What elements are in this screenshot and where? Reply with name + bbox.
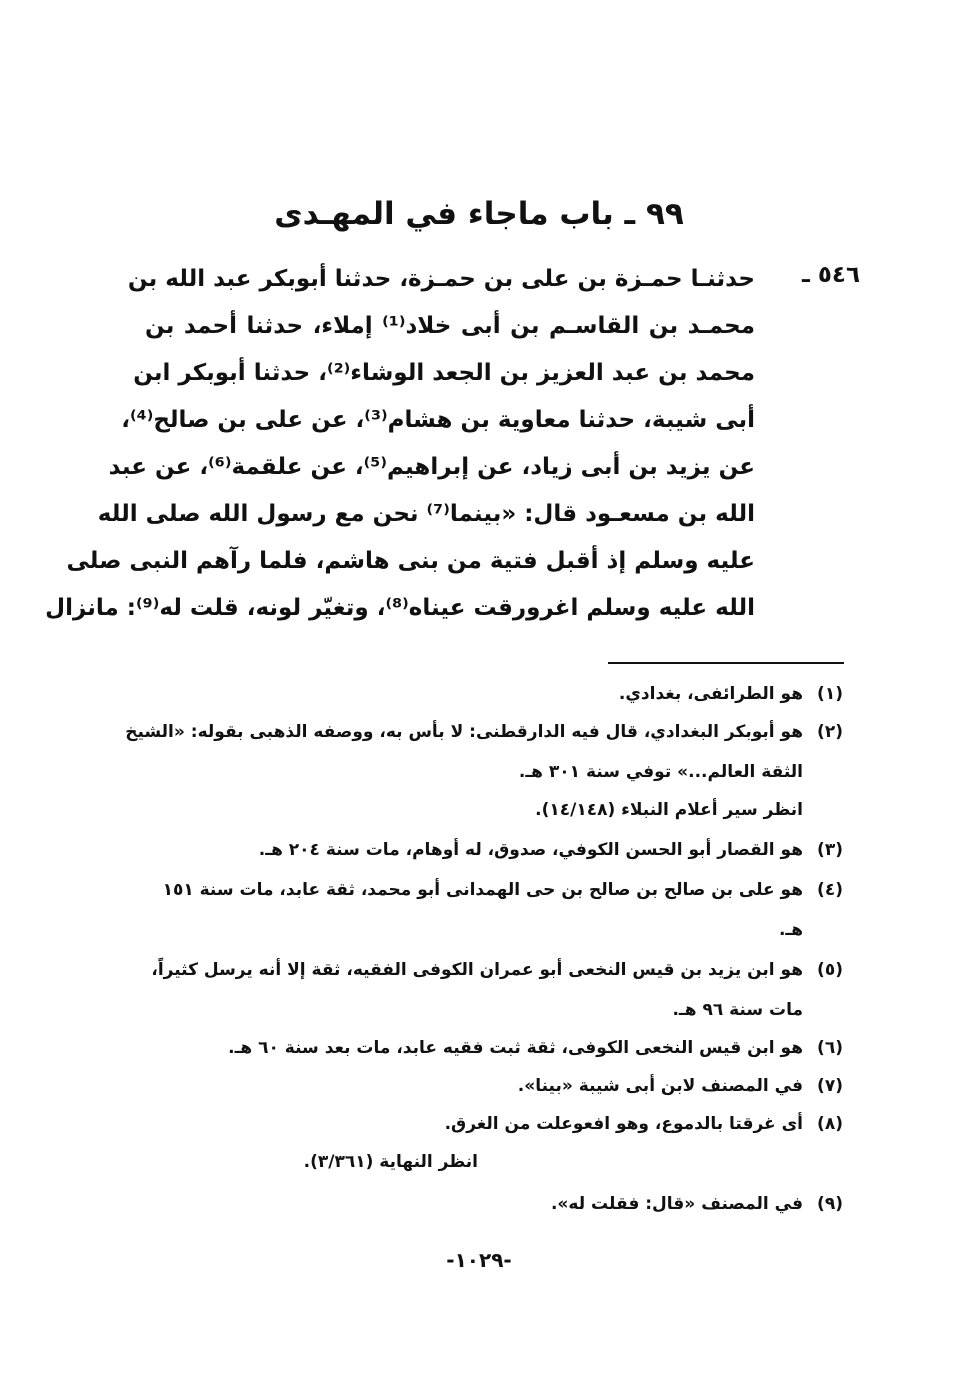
hadith-line: عن يزيد بن أبى زياد، عن إبراهيم⁽⁵⁾، عن علقمة⁽⁶⁾، عن عبد [108, 454, 755, 480]
footnote-number: (٢) [817, 722, 843, 742]
hadith-number: ٥٤٦ ـ [802, 262, 860, 288]
hadith-line: حدثنـا حمـزة بن على بن حمـزة، حدثنا أبوبكر عبد الله بن [127, 266, 755, 292]
hadith-line: الله بن مسعـود قال: «بينما⁽⁷⁾ نحن مع رسول الله صلى الله [97, 501, 755, 527]
footnote-6 [123, 1030, 843, 1067]
footnote-number: (٧) [817, 1076, 843, 1096]
footnote-7 [123, 1068, 843, 1105]
footnote-text: هو ابن قيس النخعى الكوفى، ثقة ثبت فقيه عابد، مات بعد سنة ٦٠ هـ. [228, 1038, 803, 1058]
footnote-text: هو الطرائفى، بغدادي. [618, 684, 803, 704]
footnote-number: (٣) [817, 840, 843, 860]
footnote-1 [123, 676, 843, 713]
footnote-text: في المصنف «قال: فقلت له». [550, 1194, 803, 1214]
footnote-4 [123, 872, 843, 909]
hadith-line: الله عليه وسلم اغرورقت عيناه⁽⁸⁾، وتغيّر لونه، قلت له⁽⁹⁾: مانزال [45, 595, 755, 621]
page-number: -١٠٢٩- [446, 1248, 512, 1272]
footnote-text: هو أبوبكر البغدادي، قال فيه الدارقطنى: لا بأس به، ووصفه الذهبى بقوله: «الشيخ [125, 722, 803, 742]
hadith-text [45, 256, 755, 632]
footnote-2-continuation: الثقة العالم...» توفي سنة ٣٠١ هـ. [518, 762, 803, 782]
hadith-line: عليه وسلم إذ أقبل فتية من بنى هاشم، فلما رآهم النبى صلى [66, 548, 755, 574]
footnote-text: هو ابن يزيد بن قيس النخعى أبو عمران الكوفى الفقيه، ثقة إلا أنه يرسل كثيراً، [151, 960, 803, 980]
footnote-number: (٤) [817, 880, 843, 900]
footnote-number: (٥) [817, 960, 843, 980]
footnote-5 [123, 952, 843, 989]
footnote-2 [123, 714, 843, 751]
footnote-text: هو القصار أبو الحسن الكوفي، صدوق، له أوهام، مات سنة ٢٠٤ هـ. [258, 840, 803, 860]
footnote-separator [608, 662, 844, 664]
footnote-4-continuation: هـ. [778, 920, 803, 940]
footnote-text: في المصنف لابن أبى شيبة «بينا». [517, 1076, 803, 1096]
nihaya-reference: انظر النهاية (٣/٣٦١). [303, 1152, 478, 1172]
footnote-8 [123, 1106, 843, 1143]
hadith-line: محمـد بن القاسـم بن أبى خلاد⁽¹⁾ إملاء، حدثنا أحمد بن [145, 313, 755, 339]
hadith-line: أبى شيبة، حدثنا معاوية بن هشام⁽³⁾، عن على بن صالح⁽⁴⁾، [121, 407, 755, 433]
footnote-text: أى غرقتا بالدموع، وهو افعوعلت من الغرق. [444, 1114, 803, 1134]
footnote-number: (٨) [817, 1114, 843, 1134]
footnote-number: (١) [817, 684, 843, 704]
footnote-9 [123, 1186, 843, 1223]
hadith-line: محمد بن عبد العزيز بن الجعد الوشاء⁽²⁾، حدثنا أبوبكر ابن [133, 360, 755, 386]
chapter-title: ٩٩ ـ باب ماجاء في المهـدى [274, 196, 684, 232]
footnote-number: (٩) [817, 1194, 843, 1214]
footnote-number: (٦) [817, 1038, 843, 1058]
footnote-2-reference: انظر سير أعلام النبلاء (١٤/١٤٨). [535, 800, 803, 820]
footnote-text: هو على بن صالح بن صالح بن حى الهمدانى أبو محمد، ثقة عابد، مات سنة ١٥١ [162, 880, 803, 900]
footnote-3 [123, 832, 843, 869]
footnote-5-continuation: مات سنة ٩٦ هـ. [672, 1000, 803, 1020]
